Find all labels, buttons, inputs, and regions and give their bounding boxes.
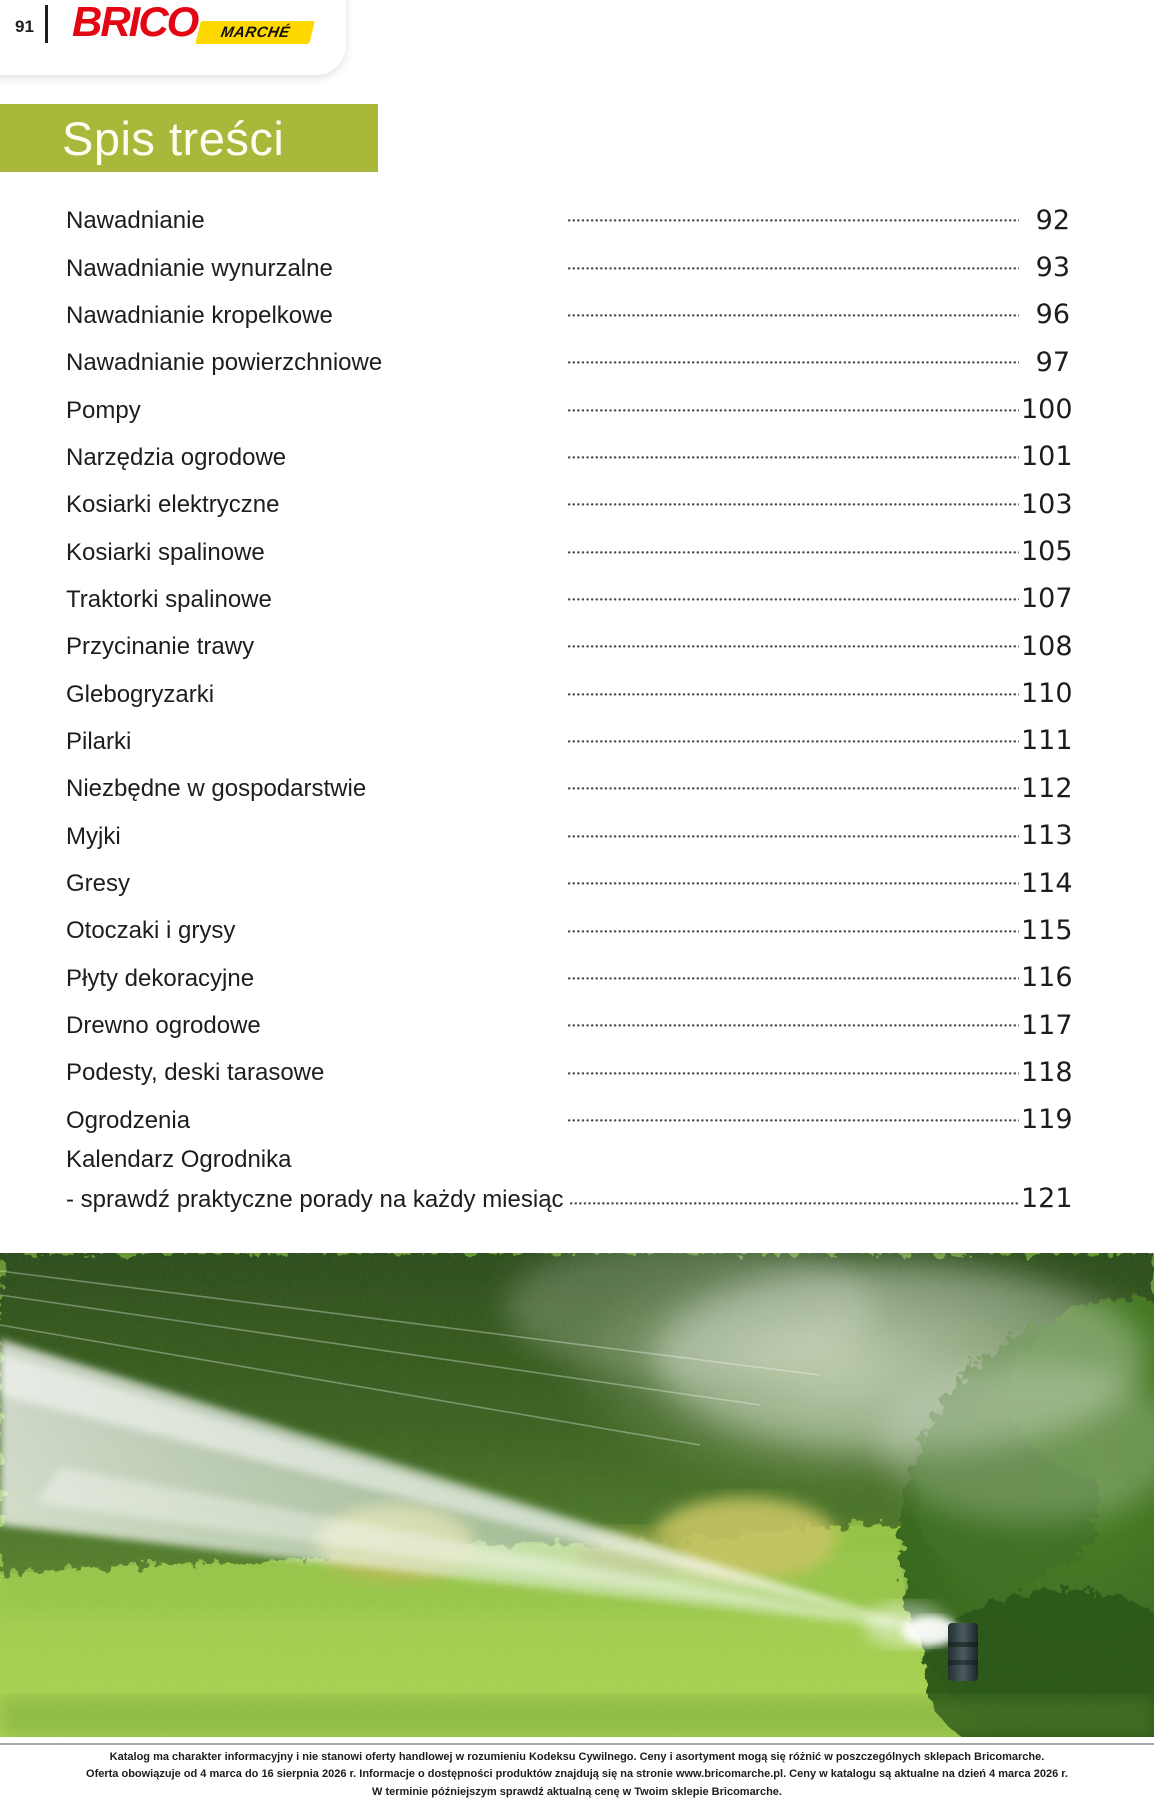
toc-entry-page: 113	[1021, 820, 1073, 852]
header-divider	[45, 5, 48, 43]
toc-entry-page: 92	[1035, 204, 1070, 236]
toc-entry-label: Podesty, deski tarasowe	[66, 1059, 325, 1087]
toc-entry-page: 116	[1021, 962, 1073, 994]
toc-list	[66, 195, 1073, 1142]
toc-entry-label: Traktorki spalinowe	[66, 585, 272, 613]
toc-leader-dots	[566, 337, 1021, 375]
toc-entry-label: Myjki	[66, 822, 121, 850]
toc-entry-label: Glebogryzarki	[66, 680, 215, 708]
toc-entry[interactable]	[66, 716, 1073, 763]
toc-leader-dots	[566, 1000, 1021, 1038]
marche-logo-badge	[195, 21, 315, 44]
toc-entry-label: Przycinanie trawy	[66, 633, 255, 661]
footer-legal	[0, 1749, 1154, 1801]
footer-line-2: Oferta obowiązuje od 4 marca do 16 sierpnia 2026 r. Informacje o dostępności produktów znajdują się na stronie www.bricomarche.pl. Ceny w katalogu są aktualne na dzień 4 marca 2026 r.	[86, 1768, 1068, 1781]
toc-leader-dots	[566, 574, 1021, 612]
toc-entry[interactable]	[66, 432, 1073, 479]
toc-entry[interactable]	[66, 195, 1070, 242]
toc-leader-dots	[566, 432, 1021, 470]
toc-entry-label: Gresy	[66, 869, 131, 897]
toc-entry[interactable]	[66, 384, 1073, 431]
toc-entry[interactable]	[66, 858, 1073, 905]
toc-leader-dots	[566, 242, 1021, 280]
toc-entry[interactable]	[66, 763, 1073, 810]
toc-entry[interactable]	[66, 953, 1073, 1000]
toc-entry-label: Ogrodzenia	[66, 1106, 191, 1134]
toc-entry-label: Płyty dekoracyjne	[66, 964, 255, 992]
toc-entry-label: Otoczaki i grysy	[66, 917, 236, 945]
toc-leader-dots	[566, 810, 1021, 848]
toc-leader-dots	[566, 621, 1021, 659]
toc-leader-dots	[566, 1095, 1021, 1133]
toc-entry[interactable]	[66, 290, 1070, 337]
toc-entry-page: 119	[1021, 1104, 1073, 1136]
toc-entry[interactable]	[66, 1000, 1073, 1047]
calendar-entry[interactable]	[66, 1179, 1073, 1217]
toc-entry-label: Nawadnianie powierzchniowe	[66, 349, 383, 377]
toc-leader-dots	[566, 479, 1021, 517]
brico-logo: BRICO	[72, 0, 198, 45]
calendar-subtitle: - sprawdź praktyczne porady na każdy miesiąc	[66, 1185, 564, 1213]
toc-entry[interactable]	[66, 905, 1073, 952]
marche-logo-text: MARCHÉ	[219, 24, 291, 41]
toc-entry-page: 111	[1021, 725, 1073, 757]
toc-leader-dots	[566, 953, 1021, 991]
toc-entry-page: 97	[1035, 346, 1070, 378]
toc-entry-page: 108	[1021, 630, 1073, 662]
toc-entry[interactable]	[66, 337, 1070, 384]
toc-entry[interactable]	[66, 1047, 1073, 1094]
calendar-leader-dots	[568, 1179, 1021, 1212]
toc-entry-page: 105	[1021, 536, 1073, 568]
toc-entry-page: 117	[1021, 1009, 1073, 1041]
title-band	[0, 104, 378, 172]
toc-entry[interactable]	[66, 668, 1073, 715]
toc-leader-dots	[566, 905, 1021, 943]
toc-leader-dots	[566, 716, 1021, 754]
toc-entry-label: Pompy	[66, 396, 141, 424]
toc-entry-label: Pilarki	[66, 727, 132, 755]
toc-entry-page: 118	[1021, 1056, 1073, 1088]
toc-entry-label: Nawadnianie	[66, 207, 205, 235]
toc-leader-dots	[566, 526, 1021, 564]
calendar-title: Kalendarz Ogrodnika	[66, 1146, 292, 1173]
calendar-page: 121	[1021, 1183, 1073, 1215]
toc-entry-label: Nawadnianie kropelkowe	[66, 301, 333, 329]
toc-leader-dots	[566, 858, 1021, 896]
toc-entry-label: Nawadnianie wynurzalne	[66, 254, 333, 282]
toc-leader-dots	[566, 384, 1021, 422]
page-title: Spis treści	[62, 111, 285, 165]
toc-entry[interactable]	[66, 1095, 1073, 1142]
toc-entry-page: 107	[1021, 583, 1073, 615]
toc-leader-dots	[566, 763, 1021, 801]
toc-entry-page: 103	[1021, 488, 1073, 520]
garden-sprinkler-illustration	[0, 1253, 1154, 1737]
footer-line-3: W terminie późniejszym sprawdź aktualną cenę w Twoim sklepie Bricomarche.	[372, 1785, 782, 1798]
toc-entry[interactable]	[66, 526, 1073, 573]
toc-entry-label: Kosiarki elektryczne	[66, 491, 280, 519]
toc-leader-dots	[566, 195, 1021, 233]
toc-entry[interactable]	[66, 621, 1073, 668]
toc-leader-dots	[566, 1047, 1021, 1085]
toc-entry-page: 114	[1021, 867, 1073, 899]
toc-entry-page: 101	[1021, 441, 1073, 473]
toc-entry[interactable]	[66, 574, 1073, 621]
toc-leader-dots	[566, 290, 1021, 328]
toc-leader-dots	[566, 668, 1021, 706]
calendar-section	[66, 1141, 1073, 1217]
toc-entry-label: Niezbędne w gospodarstwie	[66, 775, 367, 803]
footer-divider	[0, 1743, 1154, 1745]
toc-entry[interactable]	[66, 242, 1070, 289]
toc-entry-page: 100	[1021, 394, 1073, 426]
garden-sprinkler-photo	[0, 1253, 1154, 1737]
toc-entry-page: 110	[1021, 678, 1073, 710]
toc-entry-page: 112	[1021, 772, 1073, 804]
toc-entry-label: Narzędzia ogrodowe	[66, 443, 287, 471]
toc-entry-label: Kosiarki spalinowe	[66, 538, 265, 566]
toc-entry-page: 96	[1035, 299, 1070, 331]
toc-entry[interactable]	[66, 810, 1073, 857]
toc-entry-page: 115	[1021, 914, 1073, 946]
toc-entry-label: Drewno ogrodowe	[66, 1012, 261, 1039]
footer-line-1: Katalog ma charakter informacyjny i nie stanowi oferty handlowej w rozumieniu Kodeksu Cywilnego. Ceny i asortyment mogą się różnić w poszczególnych sklepach Bricomarche.	[109, 1751, 1045, 1763]
page-number: 91	[15, 17, 34, 36]
toc-entry-page: 93	[1035, 252, 1070, 284]
toc-entry[interactable]	[66, 479, 1073, 526]
